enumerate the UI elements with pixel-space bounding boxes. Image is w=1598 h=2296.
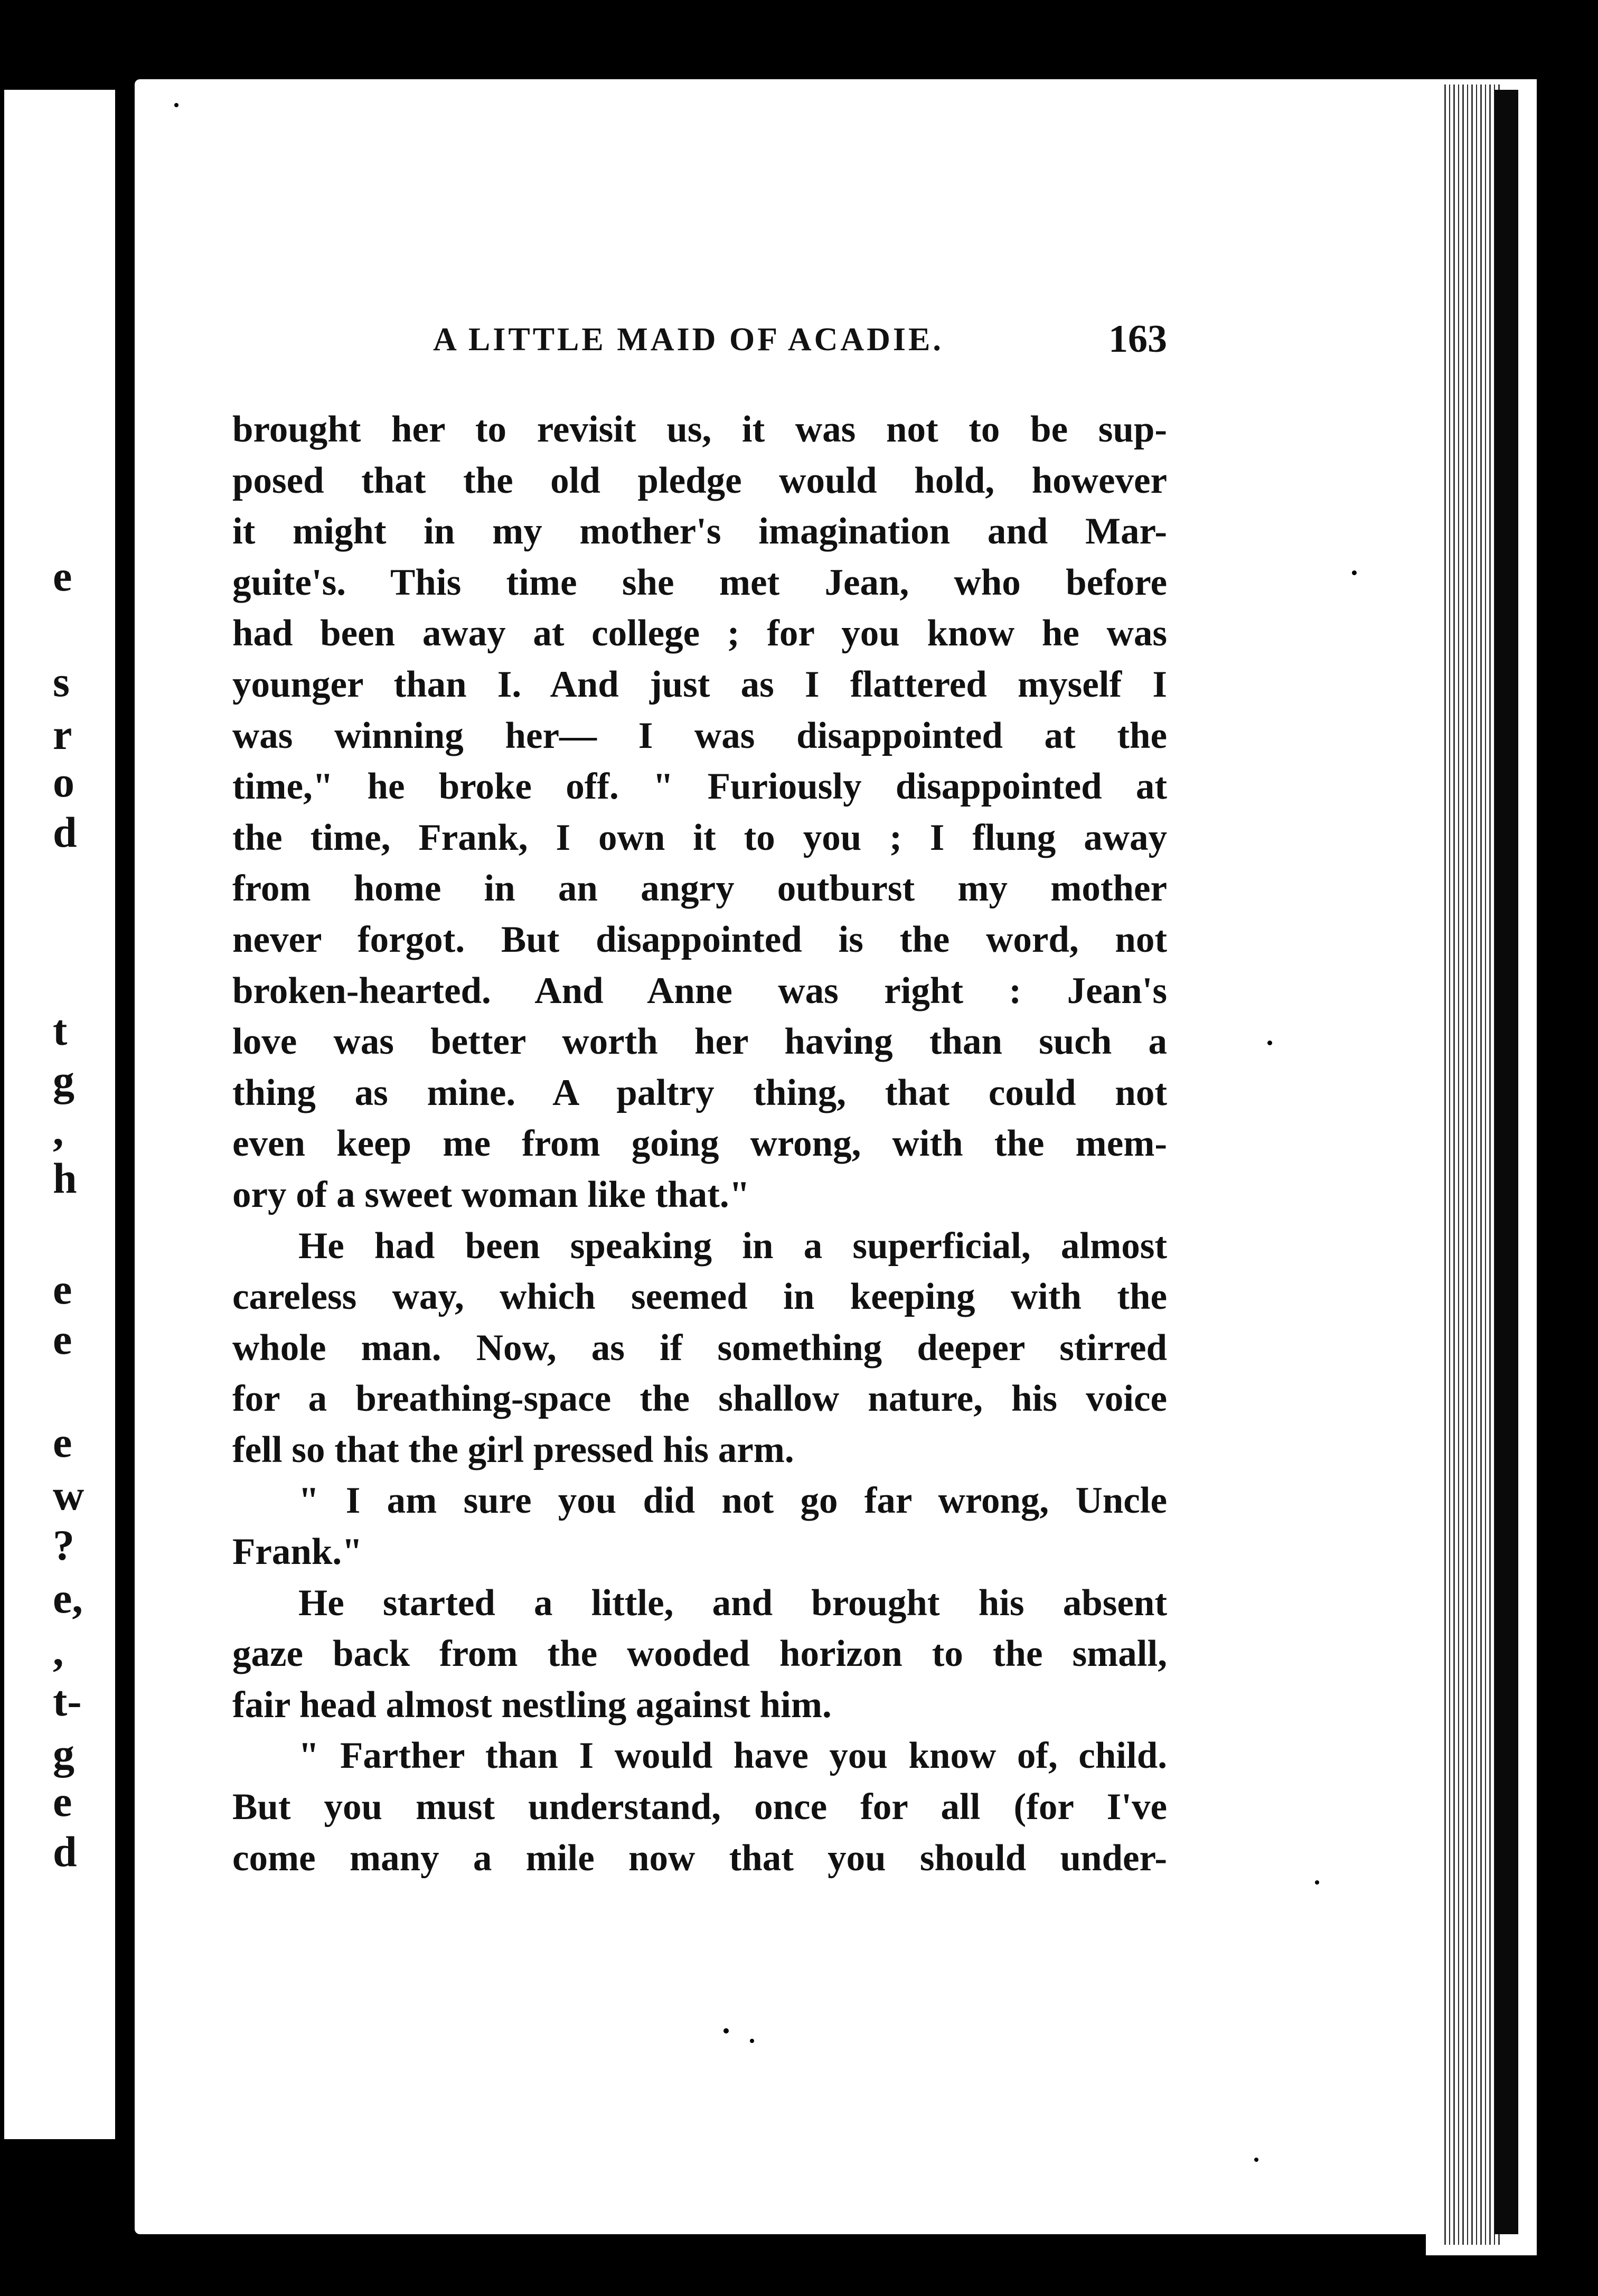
running-title: A LITTLE MAID OF ACADIE. xyxy=(433,322,944,358)
page-body xyxy=(232,404,1167,1883)
left-fragment: , xyxy=(53,1627,64,1675)
left-fragment: g xyxy=(53,1056,74,1104)
text-line: ory of a sweet woman like that." xyxy=(232,1174,750,1215)
left-fragment: e xyxy=(53,1777,72,1825)
page-header xyxy=(232,317,1167,364)
text-line: gaze back from the wooded horizon to the small, xyxy=(232,1633,1167,1675)
left-fragment: d xyxy=(53,808,77,856)
text-line: He started a little, and brought his absent xyxy=(298,1582,1167,1624)
text-line: come many a mile now that you should under- xyxy=(232,1837,1167,1879)
left-fragment: e xyxy=(53,1265,72,1313)
left-fragment: w xyxy=(53,1471,84,1519)
scan-speck xyxy=(1315,1880,1319,1885)
text-line: the time, Frank, I own it to you ; I flung away xyxy=(232,817,1167,858)
left-fragment: e xyxy=(53,552,72,600)
text-line: even keep me from going wrong, with the mem- xyxy=(232,1123,1167,1165)
binding-shadow xyxy=(1494,90,1518,2234)
left-fragment: h xyxy=(53,1154,77,1202)
text-line: guite's. This time she met Jean, who before xyxy=(232,561,1167,603)
scan-speck xyxy=(1267,1041,1272,1045)
text-line: for a breathing-space the shallow nature, his voice xyxy=(232,1378,1167,1420)
text-line: had been away at college ; for you know he was xyxy=(232,613,1167,654)
scan-speck xyxy=(174,103,178,107)
text-line: time," he broke off. " Furiously disappointed at xyxy=(232,766,1167,808)
text-line: love was better worth her having than such a xyxy=(232,1021,1167,1063)
text-line: thing as mine. A paltry thing, that could not xyxy=(232,1072,1167,1113)
text-line: Frank." xyxy=(232,1531,363,1573)
left-fragment: s xyxy=(53,658,70,706)
left-fragment: , xyxy=(53,1107,64,1155)
scan-speck xyxy=(1254,2158,1258,2162)
left-fragment: t- xyxy=(53,1677,82,1725)
scan-speck xyxy=(1352,570,1357,575)
text-line: careless way, which seemed in keeping with the xyxy=(232,1276,1167,1318)
text-line: " Farther than I would have you know of, child. xyxy=(298,1735,1167,1777)
text-line: He had been speaking in a superficial, almost xyxy=(298,1225,1167,1267)
left-fragment: ? xyxy=(53,1521,74,1569)
text-line: broken-hearted. And Anne was right : Jean's xyxy=(232,970,1167,1011)
text-line: whole man. Now, as if something deeper stirred xyxy=(232,1327,1167,1369)
text-line: it might in my mother's imagination and Mar- xyxy=(232,511,1167,552)
text-line: never forgot. But disappointed is the word, not xyxy=(232,919,1167,960)
text-line: But you must understand, once for all (for I've xyxy=(232,1786,1167,1828)
left-fragment: r xyxy=(53,710,72,758)
text-line: younger than I. And just as I flattered myself I xyxy=(232,663,1167,705)
left-fragment: e xyxy=(53,1418,72,1466)
text-line: from home in an angry outburst my mother xyxy=(232,868,1167,910)
left-fragment: e xyxy=(53,1315,72,1363)
left-fragment: g xyxy=(53,1730,74,1778)
left-fragment: t xyxy=(53,1006,68,1054)
text-line: fair head almost nestling against him. xyxy=(232,1684,832,1726)
left-fragment: d xyxy=(53,1828,77,1876)
scan-speck xyxy=(723,2028,729,2033)
scan-speck xyxy=(750,2039,754,2043)
text-line: posed that the old pledge would hold, however xyxy=(232,460,1167,501)
left-fragment: e, xyxy=(53,1574,83,1622)
text-line: " I am sure you did not go far wrong, Uncle xyxy=(298,1480,1167,1522)
page-stack-edge xyxy=(1444,85,1502,2245)
text-line: brought her to revisit us, it was not to be sup- xyxy=(232,409,1167,450)
left-fragment: o xyxy=(53,758,74,806)
text-line: was winning her— I was disappointed at the xyxy=(232,715,1167,756)
text-line: fell so that the girl pressed his arm. xyxy=(232,1429,794,1470)
page-number: 163 xyxy=(1108,317,1167,361)
